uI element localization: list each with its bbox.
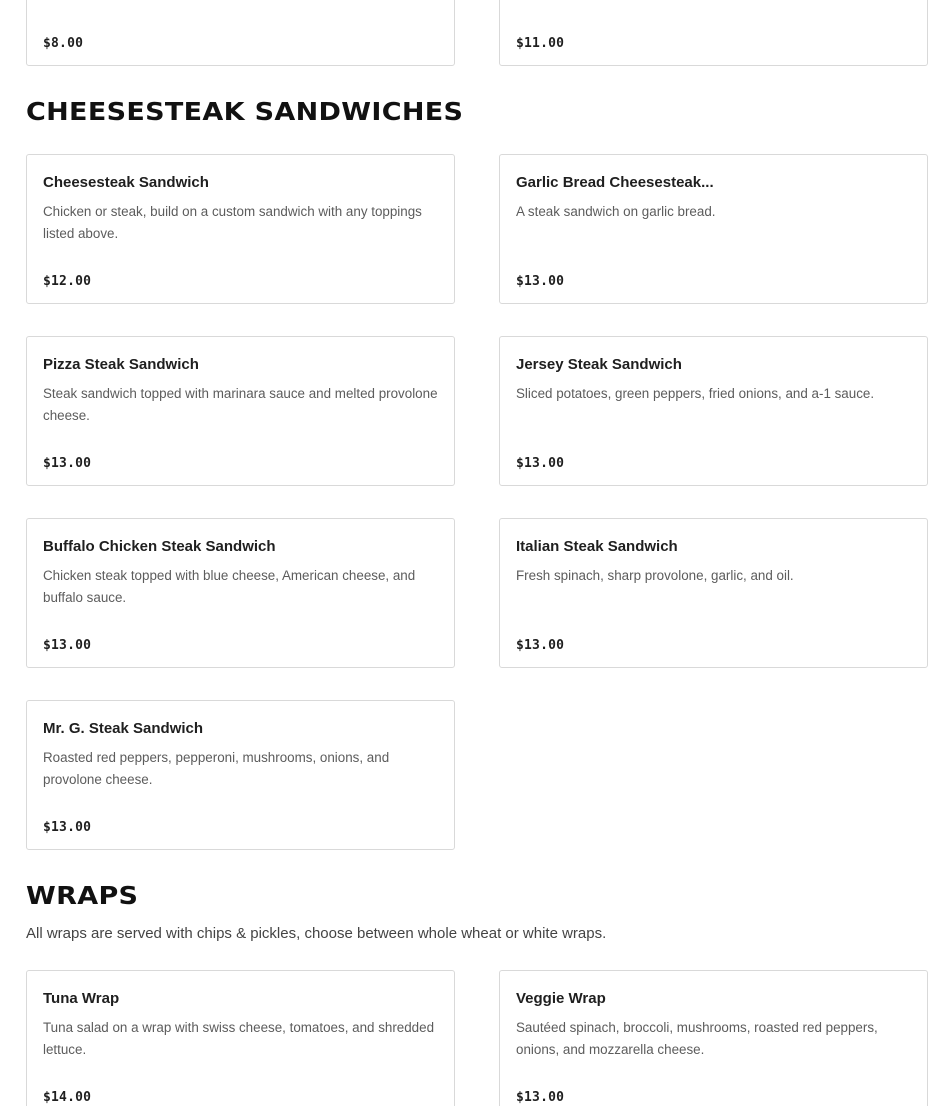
menu-item-card[interactable] xyxy=(26,518,455,668)
item-description: Fresh spinach, sharp provolone, garlic, and oil. xyxy=(516,568,794,583)
item-name: Jersey Steak Sandwich xyxy=(516,356,682,373)
section-description: All wraps are served with chips & pickles, choose between whole wheat or white wraps. xyxy=(26,925,607,942)
item-description: Steak sandwich topped with marinara sauce and melted provolone cheese. xyxy=(43,386,438,423)
item-description: Tuna salad on a wrap with swiss cheese, tomatoes, and shredded lettuce. xyxy=(43,1020,435,1057)
menu-item-card[interactable] xyxy=(499,518,928,668)
item-price: $13.00 xyxy=(516,274,565,289)
item-description: Sliced potatoes, green peppers, fried onions, and a-1 sauce. xyxy=(516,386,875,401)
item-name: Italian Steak Sandwich xyxy=(516,538,678,555)
item-name: Veggie Wrap xyxy=(516,990,606,1007)
item-price: $13.00 xyxy=(43,820,92,835)
item-name: Garlic Bread Cheesesteak... xyxy=(516,174,714,191)
item-price: $13.00 xyxy=(43,456,92,471)
item-price: $14.00 xyxy=(43,1090,92,1105)
item-name: Mr. G. Steak Sandwich xyxy=(43,720,204,737)
menu-item-card[interactable] xyxy=(499,154,928,304)
item-price: $13.00 xyxy=(516,456,565,471)
item-description: Sautéed spinach, broccoli, mushrooms, roasted red peppers, onions, and mozzarella cheese. xyxy=(516,1020,878,1057)
item-description: Chicken steak topped with blue cheese, American cheese, and buffalo sauce. xyxy=(43,568,416,605)
menu-item-card[interactable] xyxy=(499,336,928,486)
menu-item-card[interactable] xyxy=(26,154,455,304)
item-price: $13.00 xyxy=(516,638,565,653)
item-name: Cheesesteak Sandwich xyxy=(43,174,209,191)
menu-item-card[interactable] xyxy=(499,0,928,66)
menu-item-card[interactable] xyxy=(26,700,455,850)
item-description: A steak sandwich on garlic bread. xyxy=(516,204,716,219)
section-title-cheesesteak: CHEESESTEAK SANDWICHES xyxy=(26,97,464,126)
menu-item-card[interactable] xyxy=(26,336,455,486)
item-name: Buffalo Chicken Steak Sandwich xyxy=(43,538,276,555)
section-title-wraps: WRAPS xyxy=(26,881,139,910)
menu-item-card[interactable] xyxy=(26,0,455,66)
item-price: $11.00 xyxy=(516,36,565,51)
menu-item-card[interactable] xyxy=(26,970,455,1106)
item-description: Chicken or steak, build on a custom sandwich with any toppings listed above. xyxy=(43,204,422,241)
menu-item-card[interactable] xyxy=(499,970,928,1106)
item-price: $13.00 xyxy=(43,638,92,653)
item-description: Roasted red peppers, pepperoni, mushrooms, onions, and provolone cheese. xyxy=(43,750,390,787)
item-name: Pizza Steak Sandwich xyxy=(43,356,199,373)
item-price: $12.00 xyxy=(43,274,92,289)
item-name: Tuna Wrap xyxy=(43,990,120,1007)
item-price: $13.00 xyxy=(516,1090,565,1105)
item-price: $8.00 xyxy=(43,36,84,51)
